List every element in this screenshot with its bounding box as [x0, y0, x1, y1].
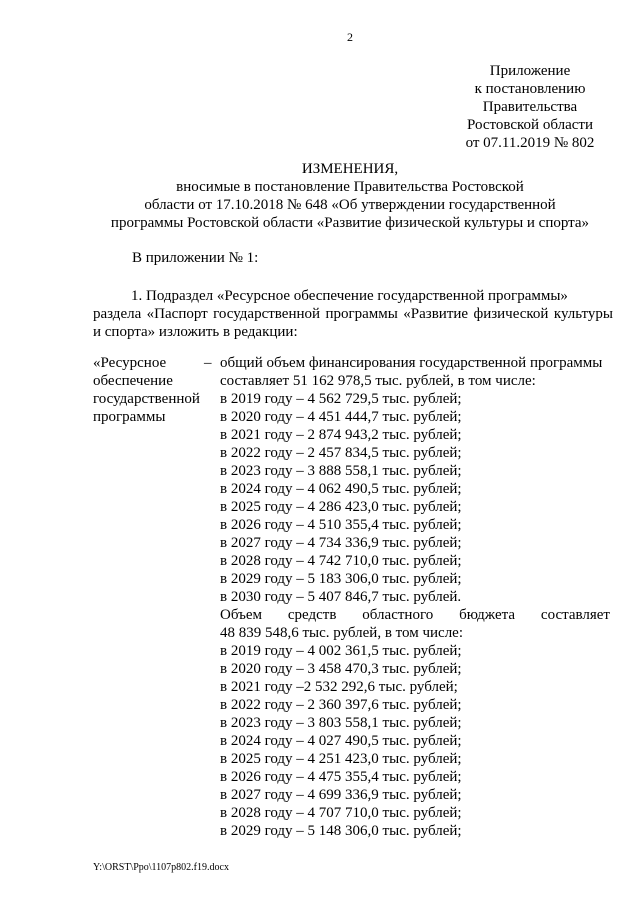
page-number: 2 — [347, 30, 353, 44]
list-item: в 2025 году – 4 286 423,0 тыс. рублей; — [220, 499, 462, 515]
total-line: общий объем финансирования государственной программы — [220, 355, 603, 371]
regional-word: бюджета — [459, 607, 516, 623]
resource-content — [220, 354, 610, 840]
paragraph-first-line: 1. Подраздел «Ресурсное обеспечение государственной программы» — [131, 288, 568, 304]
regional-by-year-list — [220, 642, 610, 840]
intro-text: В приложении № 1: — [132, 250, 259, 266]
regional-word: Объем — [220, 607, 262, 623]
file-path-footer: Y:\ORST\Ppo\1107p802.f19.docx — [93, 862, 229, 873]
label-line: обеспечение — [93, 373, 173, 389]
list-item: в 2024 году – 4 027 490,5 тыс. рублей; — [220, 733, 462, 749]
list-item: в 2019 году – 4 002 361,5 тыс. рублей; — [220, 643, 462, 659]
appendix-line: Правительства — [482, 99, 578, 115]
section-dash: – — [204, 355, 212, 371]
title-line: области от 17.10.2018 № 648 «Об утверждении государственной — [144, 197, 556, 213]
label-line: государственной — [93, 391, 200, 407]
list-item: в 2026 году – 4 475 355,4 тыс. рублей; — [220, 769, 462, 785]
title-line: программы Ростовской области «Развитие физической культуры и спорта» — [110, 215, 590, 231]
appendix-line: к постановлению — [474, 81, 586, 97]
label-line: «Ресурсное — [93, 355, 167, 371]
list-item: в 2028 году – 4 707 710,0 тыс. рублей; — [220, 805, 462, 821]
title-heading: ИЗМЕНЕНИЯ, — [301, 161, 399, 177]
list-item: в 2021 году – 2 874 943,2 тыс. рублей; — [220, 427, 462, 443]
total-by-year-list — [220, 390, 610, 606]
appendix-line: Ростовской области — [467, 117, 593, 133]
list-item: в 2025 году – 4 251 423,0 тыс. рублей; — [220, 751, 462, 767]
list-item: в 2021 году –2 532 292,6 тыс. рублей; — [220, 679, 458, 695]
amendment-paragraph — [93, 287, 613, 341]
list-item: в 2029 году – 5 183 306,0 тыс. рублей; — [220, 571, 462, 587]
regional-amount: 48 839 548,6 тыс. рублей, в том числе: — [220, 625, 464, 641]
appendix-block — [440, 62, 620, 152]
list-item: в 2028 году – 4 742 710,0 тыс. рублей; — [220, 553, 462, 569]
label-line: программы — [93, 409, 166, 425]
list-item: в 2019 году – 4 562 729,5 тыс. рублей; — [220, 391, 462, 407]
title-line: вносимые в постановление Правительства Ростовской — [176, 179, 524, 195]
paragraph-rest: раздела «Паспорт государственной программы «Развитие физической культуры и спорта» изложить в редакции: — [93, 306, 613, 340]
appendix-line: от 07.11.2019 № 802 — [465, 135, 595, 151]
list-item: в 2024 году – 4 062 490,5 тыс. рублей; — [220, 481, 462, 497]
list-item: в 2027 году – 4 699 336,9 тыс. рублей; — [220, 787, 462, 803]
section-label — [93, 354, 203, 426]
list-item: в 2022 году – 2 457 834,5 тыс. рублей; — [220, 445, 462, 461]
list-item: в 2022 году – 2 360 397,6 тыс. рублей; — [220, 697, 462, 713]
list-item: в 2027 году – 4 734 336,9 тыс. рублей; — [220, 535, 462, 551]
document-title — [80, 160, 620, 232]
regional-word: областного — [362, 607, 434, 623]
list-item: в 2026 году – 4 510 355,4 тыс. рублей; — [220, 517, 462, 533]
list-item: в 2020 году – 4 451 444,7 тыс. рублей; — [220, 409, 462, 425]
regional-word: средств — [287, 607, 337, 623]
list-item: в 2020 году – 3 458 470,3 тыс. рублей; — [220, 661, 462, 677]
list-item: в 2023 году – 3 803 558,1 тыс. рублей; — [220, 715, 462, 731]
list-item: в 2023 году – 3 888 558,1 тыс. рублей; — [220, 463, 462, 479]
list-item: в 2030 году – 5 407 846,7 тыс. рублей. — [220, 589, 462, 605]
appendix-line: Приложение — [489, 63, 571, 79]
regional-word: составляет — [540, 607, 610, 623]
total-line: составляет 51 162 978,5 тыс. рублей, в том числе: — [220, 373, 536, 389]
regional-budget-line — [220, 606, 610, 624]
list-item: в 2029 году – 5 148 306,0 тыс. рублей; — [220, 823, 462, 839]
